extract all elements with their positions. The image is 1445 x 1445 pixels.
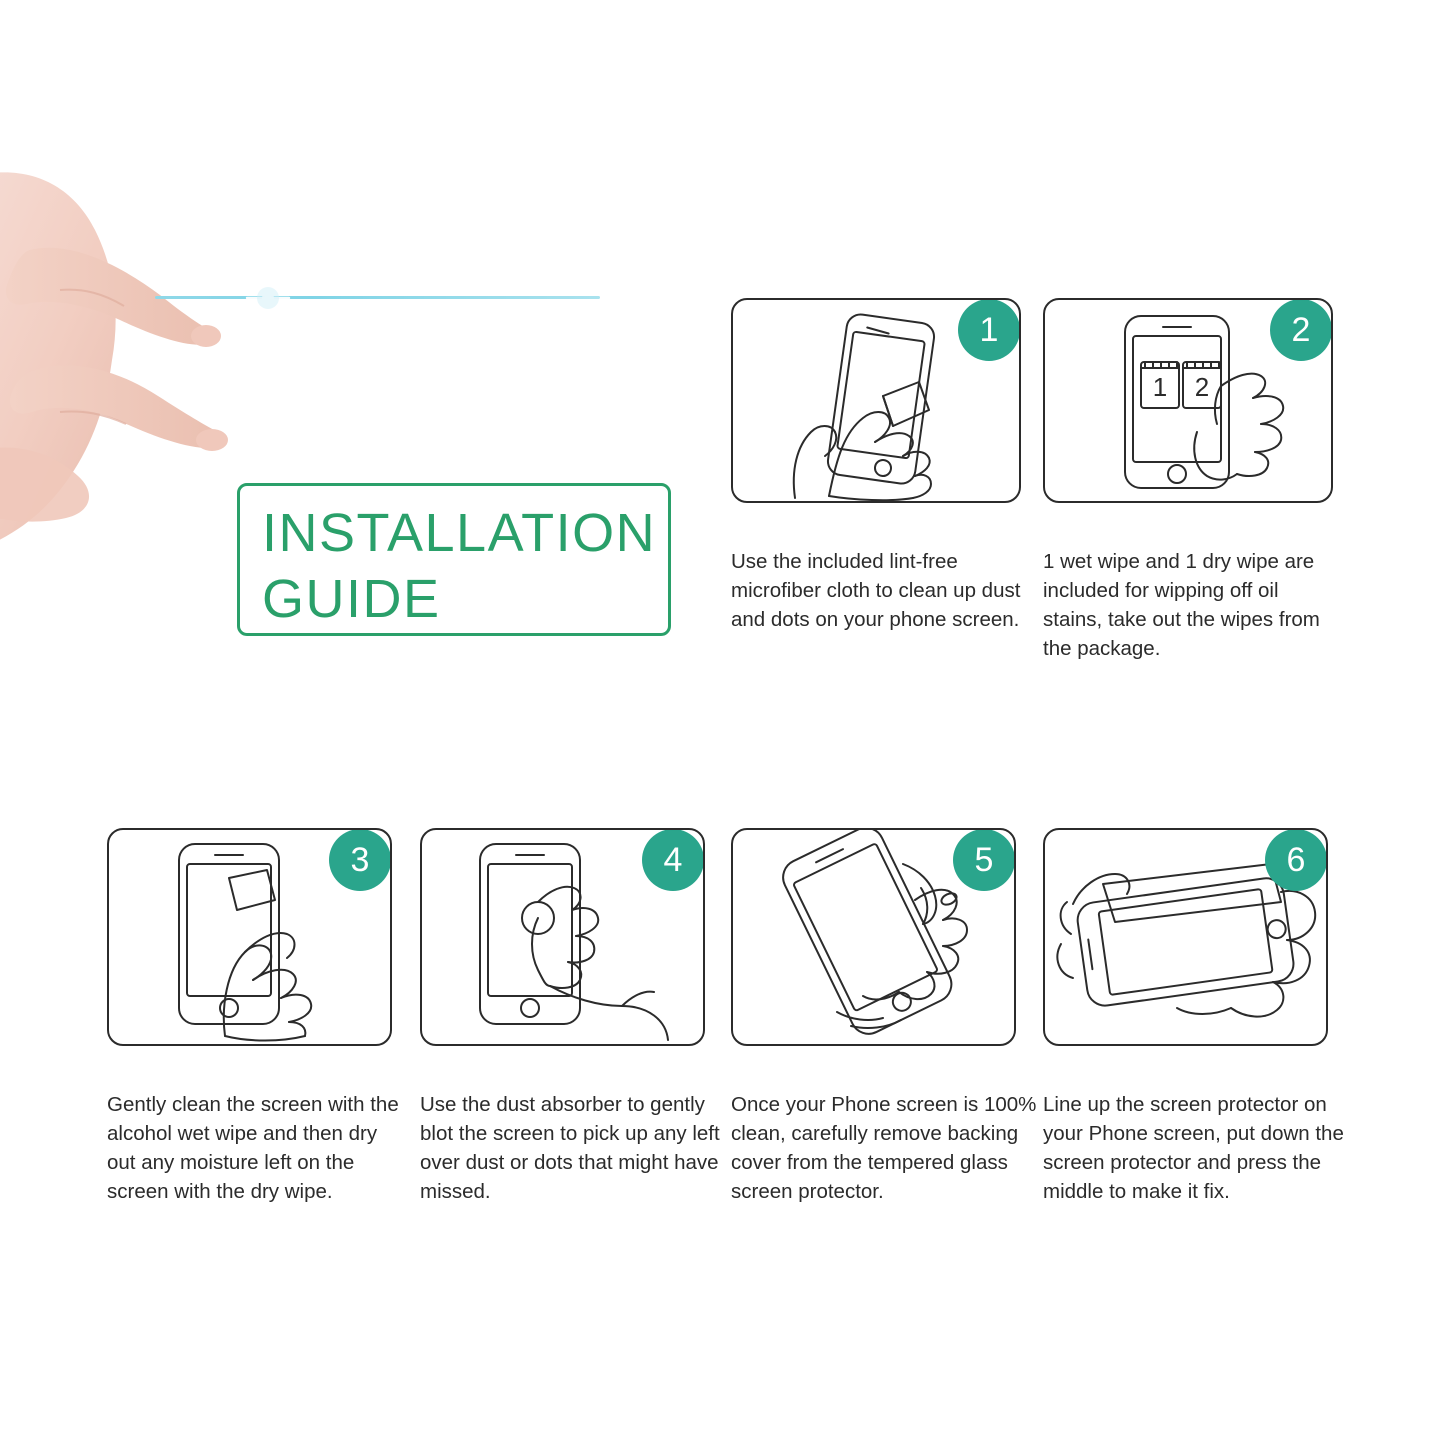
step-4-caption: Use the dust absorber to gently blot the screen to pick up any left over dust or dots that might have missed. [420,1093,720,1203]
step-1 [731,298,1031,634]
step-6-caption: Line up the screen protector on your Phone screen, put down the screen protector and press the middle to make it fix. [1043,1093,1344,1203]
sparkle-glint-icon [243,273,293,323]
tempered-glass-edge [155,296,600,299]
page-title-line-1: INSTALLATION [262,503,657,563]
page-title [237,483,671,636]
step-3-illustration-card [107,828,392,1046]
step-4 [420,828,720,1206]
step-3 [107,828,407,1206]
svg-text:2: 2 [1194,372,1210,402]
step-1-caption: Use the included lint-free microfiber cloth to clean up dust and dots on your phone screen. [731,550,1021,631]
svg-text:1: 1 [1152,372,1168,402]
step-1-number: 1 [958,299,1020,361]
page-title-line-2: GUIDE [262,569,441,629]
hero-section [0,0,700,700]
step-2 [1043,298,1343,663]
step-4-number: 4 [642,829,704,891]
step-6-illustration-card [1043,828,1328,1046]
step-5-number: 5 [953,829,1015,891]
step-2-illustration-card [1043,298,1333,503]
step-3-number: 3 [329,829,391,891]
step-3-caption: Gently clean the screen with the alcohol wet wipe and then dry out any moisture left on the screen with the dry wipe. [107,1093,399,1203]
step-6-number: 6 [1265,829,1327,891]
step-4-illustration-card [420,828,705,1046]
step-2-caption: 1 wet wipe and 1 dry wipe are included for wipping off oil stains, take out the wipes from the package. [1043,550,1320,660]
step-5-caption: Once your Phone screen is 100% clean, carefully remove backing cover from the tempered glass screen protector. [731,1093,1037,1203]
step-2-number: 2 [1270,299,1332,361]
step-5 [731,828,1041,1206]
step-6 [1043,828,1353,1206]
step-5-illustration-card [731,828,1016,1046]
step-1-illustration-card [731,298,1021,503]
